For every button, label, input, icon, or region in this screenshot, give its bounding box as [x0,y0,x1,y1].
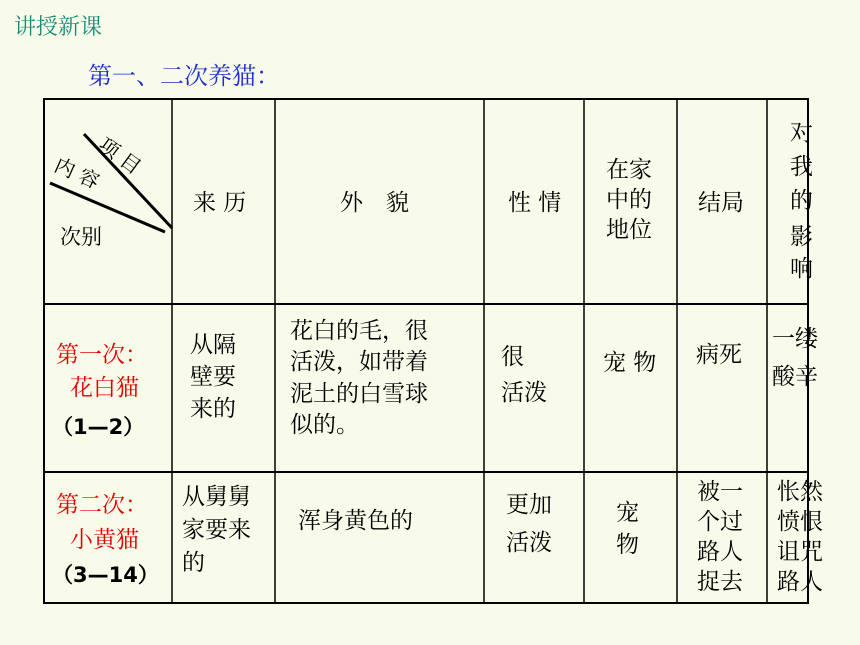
row2-look-1: 浑身黄色的 [298,508,413,534]
row2-effect-3: 诅咒 [777,539,823,565]
row2-ending-4: 捉去 [697,569,743,595]
header-effect-3: 的 [790,188,813,214]
row1-effect-2: 酸辛 [772,364,818,390]
subtitle: 第一、二次养猫： [88,62,280,90]
row1-look-2: 活泼，如带着 [290,349,428,375]
row2-origin-1: 从舅舅 [182,484,251,510]
header-diag-item: 项 目 [94,132,146,180]
row2-effect-2: 愤恨 [777,509,823,535]
row2-ending-3: 路人 [697,539,743,565]
row2-effect-1: 怅然 [777,479,823,505]
row2-range: （3—14） [52,563,159,587]
row1-look-1: 花白的毛，很 [290,318,428,344]
row1-ending: 病死 [696,342,742,368]
row2-origin-2: 家要来 [182,517,251,543]
row2-effect-4: 路人 [777,569,823,595]
header-diag-content: 内 容 [51,152,104,194]
row1-origin-2: 壁要 [190,364,236,390]
header-effect-5: 响 [790,256,813,282]
header-status-2: 中的 [606,187,652,213]
header-ending: 结局 [698,190,744,216]
row1-status: 宠 物 [603,350,657,376]
row2-temper-2: 活泼 [506,530,552,556]
row1-look-4: 似的。 [290,412,359,438]
row1-look-3: 泥土的白雪球 [290,381,428,407]
section-tag: 讲授新课 [14,15,103,40]
row2-origin-3: 的 [182,550,205,576]
header-diag-order: 次别 [60,225,102,249]
row2-temper-1: 更加 [506,492,552,518]
header-origin: 来 历 [193,190,247,216]
header-look: 外 貌 [340,190,409,216]
row2-ending-2: 个过 [697,509,743,535]
row1-origin-1: 从隔 [190,332,236,358]
row1-temper-1: 很 [501,344,524,370]
row1-range: （1—2） [52,415,145,439]
header-effect-4: 影 [790,224,813,250]
header-status-3: 地位 [606,217,652,243]
row2-ending-1: 被一 [697,479,743,505]
row1-cat: 花白猫 [70,375,139,401]
row2-status-1: 宠 [616,500,639,526]
row2-order: 第二次： [56,492,148,518]
header-temper: 性 情 [508,190,562,216]
header-status-1: 在家 [606,157,652,183]
row2-status-2: 物 [616,532,639,558]
row1-origin-3: 来的 [190,396,236,422]
row1-effect-1: 一缕 [772,326,818,352]
header-effect-1: 对 [790,120,813,146]
header-effect-2: 我 [790,154,813,180]
row1-order: 第一次： [56,342,148,368]
row1-temper-2: 活泼 [501,380,547,406]
row2-cat: 小黄猫 [70,527,139,553]
